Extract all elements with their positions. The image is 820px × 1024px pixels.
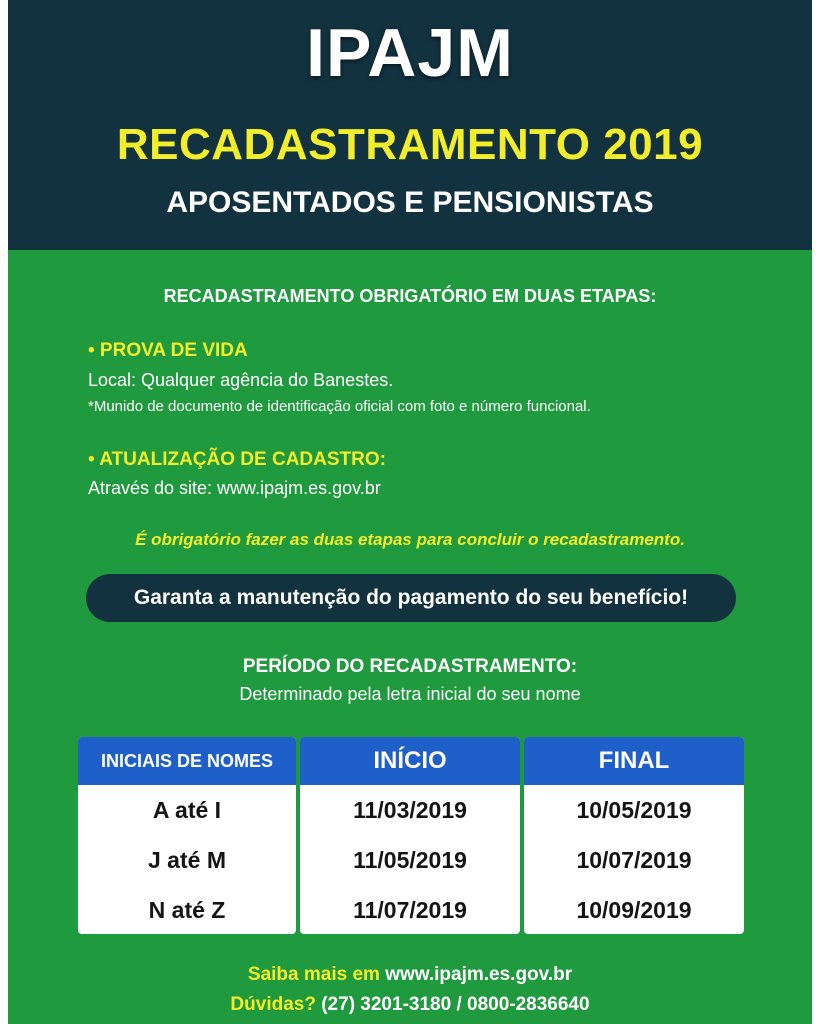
benefit-banner: Garanta a manutenção do pagamento do seu benefício!	[86, 574, 736, 622]
step-2-heading: • ATUALIZAÇÃO DE CADASTRO:	[88, 449, 386, 470]
left-frame-border	[0, 0, 8, 1024]
table-column-end	[524, 737, 744, 934]
footer-more-label: Saiba mais em	[247, 964, 380, 985]
table-cell: 11/07/2019	[353, 896, 467, 923]
table-cell: 11/03/2019	[353, 796, 467, 823]
footer-phone-numbers: (27) 3201-3180 / 0800-2836640	[321, 994, 590, 1015]
table-cell: 10/09/2019	[576, 896, 692, 923]
table-header-initials: INICIAIS DE NOMES	[78, 737, 296, 785]
intro-heading: RECADASTRAMENTO OBRIGATÓRIO EM DUAS ETAPAS:	[163, 286, 657, 306]
right-frame-border	[812, 0, 820, 1024]
step-1-note: *Munido de documento de identificação oficial com foto e número funcional.	[88, 398, 591, 415]
step-1-text: Local: Qualquer agência do Banestes.	[88, 370, 394, 390]
footer-doubts-label: Dúvidas?	[230, 994, 316, 1015]
page-title: RECADASTRAMENTO 2019	[116, 120, 704, 169]
table-header-end: FINAL	[524, 737, 744, 785]
table-header-start: INÍCIO	[300, 737, 520, 785]
brand-logo-text: IPAJM	[306, 15, 514, 91]
table-cell: 10/05/2019	[576, 796, 692, 823]
period-title: PERÍODO DO RECADASTRAMENTO:	[242, 656, 578, 677]
footer-contact	[8, 994, 812, 1016]
table-cell: A até I	[152, 796, 222, 823]
table-column-start	[300, 737, 520, 934]
table-cell: N até Z	[148, 896, 226, 923]
table-cell: 11/05/2019	[353, 846, 467, 873]
step-1-heading: • PROVA DE VIDA	[88, 340, 248, 361]
mandatory-note: É obrigatório fazer as duas etapas para concluir o recadastramento.	[135, 530, 685, 549]
table-cell: 10/07/2019	[576, 846, 692, 873]
footer-more-info	[8, 964, 812, 986]
step-2-text: Através do site: www.ipajm.es.gov.br	[88, 478, 381, 498]
footer-website-link[interactable]: www.ipajm.es.gov.br	[385, 964, 573, 985]
header-banner	[8, 0, 812, 250]
table-column-initials	[78, 737, 296, 934]
table-cell: J até M	[148, 846, 226, 873]
period-subtitle: Determinado pela letra inicial do seu nome	[239, 684, 581, 704]
page-subtitle: APOSENTADOS E PENSIONISTAS	[166, 186, 654, 219]
